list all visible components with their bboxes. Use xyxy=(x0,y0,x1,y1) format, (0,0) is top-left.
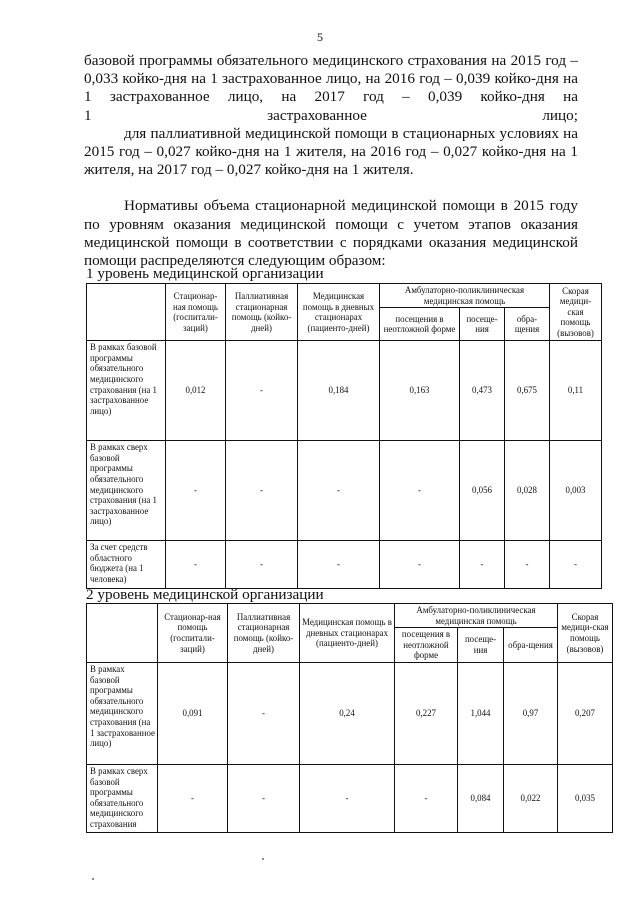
cell-hospital: - xyxy=(166,541,226,589)
text-line: медицинской помощи в соответствии с порядками оказания медицинской xyxy=(84,233,578,251)
header-hospital: Стационар-ная помощь (госпитали-заций) xyxy=(166,284,226,341)
page-number: 5 xyxy=(317,30,323,44)
cell-appeals: 0,675 xyxy=(505,341,550,441)
header-palliative: Паллиативная стационарная помощь (койко-дней) xyxy=(228,604,300,663)
row-label: В рамках базовой программы обязательного медицинского страхования (на 1 застрахованное лицо) xyxy=(87,341,166,441)
row-label: За счет средств областного бюджета (на 1 человека) xyxy=(87,541,166,589)
text-line: 1 жителя, на 2017 год – 0,027 койко-дня на 1 жителя. xyxy=(84,143,579,179)
cell-hospital: 0,091 xyxy=(158,662,228,764)
header-row xyxy=(87,284,602,308)
text-line: помощи распределяются следующим образом: xyxy=(84,252,386,270)
paragraph-3 xyxy=(84,197,578,270)
header-day-hospital: Медицинская помощь в дневных стационарах (пациенто-дней) xyxy=(298,284,380,341)
header-emergency-visits: посещения в неотложной форме xyxy=(380,308,460,341)
cell-palliative: - xyxy=(228,662,300,764)
paragraph-gap xyxy=(84,179,578,197)
header-hospital: Стационар-ная помощь (госпитали-заций) xyxy=(158,604,228,663)
header-ambulatory: Амбулаторно-поликлиническая медицинская помощь xyxy=(380,284,550,308)
header-appeals: обра-щения xyxy=(505,308,550,341)
cell-visits: - xyxy=(460,541,505,589)
cell-day-hospital: - xyxy=(300,764,395,832)
cell-emergency-visits: - xyxy=(380,441,460,541)
cell-ambulance: - xyxy=(550,541,602,589)
table-row xyxy=(87,441,602,541)
cell-ambulance: 0,207 xyxy=(558,662,613,764)
text-line: – 0,033 койко-дня на 1 застрахованное лицо, на 2016 год – 0,039 койко-дня xyxy=(84,52,579,88)
cell-palliative: - xyxy=(226,541,298,589)
cell-palliative: - xyxy=(228,764,300,832)
header-corner xyxy=(87,284,166,341)
header-palliative: Паллиативная стационарная помощь (койко-дней) xyxy=(226,284,298,341)
text-line: базовой программы обязательного медицинского страхования на 2015 год xyxy=(84,52,567,69)
cell-ambulance: 0,11 xyxy=(550,341,602,441)
table-row xyxy=(87,541,602,589)
cell-palliative: - xyxy=(226,441,298,541)
cell-day-hospital: - xyxy=(298,441,380,541)
header-corner xyxy=(87,604,158,663)
text-line: на 1 застрахованное лицо, на 2017 год – 0,039 койко-дня на xyxy=(84,70,578,106)
cell-hospital: - xyxy=(158,764,228,832)
cell-emergency-visits: - xyxy=(380,541,460,589)
header-day-hospital: Медицинская помощь в дневных стационарах (пациенто-дней) xyxy=(300,604,395,663)
paragraph-1 xyxy=(84,52,578,125)
text-line: по уровням оказания медицинской помощи с учетом этапов оказания xyxy=(84,215,578,233)
section-2-table xyxy=(86,603,613,833)
section-2-title: 2 уровень медицинской организации xyxy=(86,586,324,603)
header-ambulance: Скорая медици-ская помощь (вызовов) xyxy=(558,604,613,663)
cell-visits: 1,044 xyxy=(458,662,504,764)
row-label: В рамках базовой программы обязательного медицинского страхования (на 1 застрахованное лицо) xyxy=(87,662,158,764)
table-row xyxy=(87,764,613,832)
paragraph-2 xyxy=(84,125,578,180)
cell-appeals: 0,022 xyxy=(504,764,558,832)
text-line: Нормативы объема стационарной медицинской помощи в 2015 году xyxy=(124,197,578,215)
cell-visits: 0,084 xyxy=(458,764,504,832)
header-emergency-visits: посещения в неотложной форме xyxy=(395,628,458,663)
cell-ambulance: 0,003 xyxy=(550,441,602,541)
cell-ambulance: 0,035 xyxy=(558,764,613,832)
cell-palliative: - xyxy=(226,341,298,441)
cell-hospital: 0,012 xyxy=(166,341,226,441)
body-text xyxy=(84,52,578,270)
row-label: В рамках сверх базовой программы обязательного медицинского страхования (на 1 застрахованное лицо) xyxy=(87,441,166,541)
header-visits: посеще-ния xyxy=(460,308,505,341)
cell-day-hospital: 0,184 xyxy=(298,341,380,441)
table-row xyxy=(87,662,613,764)
cell-visits: 0,473 xyxy=(460,341,505,441)
cell-emergency-visits: 0,227 xyxy=(395,662,458,764)
header-row xyxy=(87,604,613,628)
row-label: В рамках сверх базовой программы обязательного медицинского страхования xyxy=(87,764,158,832)
cell-visits: 0,056 xyxy=(460,441,505,541)
cell-day-hospital: - xyxy=(298,541,380,589)
section-1-title: 1 уровень медицинской организации xyxy=(86,265,324,282)
header-visits: посеще-ния xyxy=(458,628,504,663)
cell-appeals: - xyxy=(505,541,550,589)
scan-speck xyxy=(92,878,94,880)
text-line: 2015 год – 0,027 койко-дня на 1 жителя, на 2016 год – 0,027 койко-дня на xyxy=(84,143,566,161)
header-ambulance: Скорая медици-ская помощь (вызовов) xyxy=(550,284,602,341)
cell-emergency-visits: - xyxy=(395,764,458,832)
text-line: 1 застрахованное лицо; xyxy=(84,106,578,124)
cell-emergency-visits: 0,163 xyxy=(380,341,460,441)
section-1-table xyxy=(86,283,602,589)
cell-appeals: 0,028 xyxy=(505,441,550,541)
header-appeals: обра-щения xyxy=(504,628,558,663)
scan-speck xyxy=(262,858,264,860)
cell-day-hospital: 0,24 xyxy=(300,662,395,764)
text-line: для паллиативной медицинской помощи в стационарных условиях на xyxy=(124,124,578,142)
cell-hospital: - xyxy=(166,441,226,541)
header-ambulatory: Амбулаторно-поликлиническая медицинская помощь xyxy=(395,604,558,628)
table-row xyxy=(87,341,602,441)
cell-appeals: 0,97 xyxy=(504,662,558,764)
